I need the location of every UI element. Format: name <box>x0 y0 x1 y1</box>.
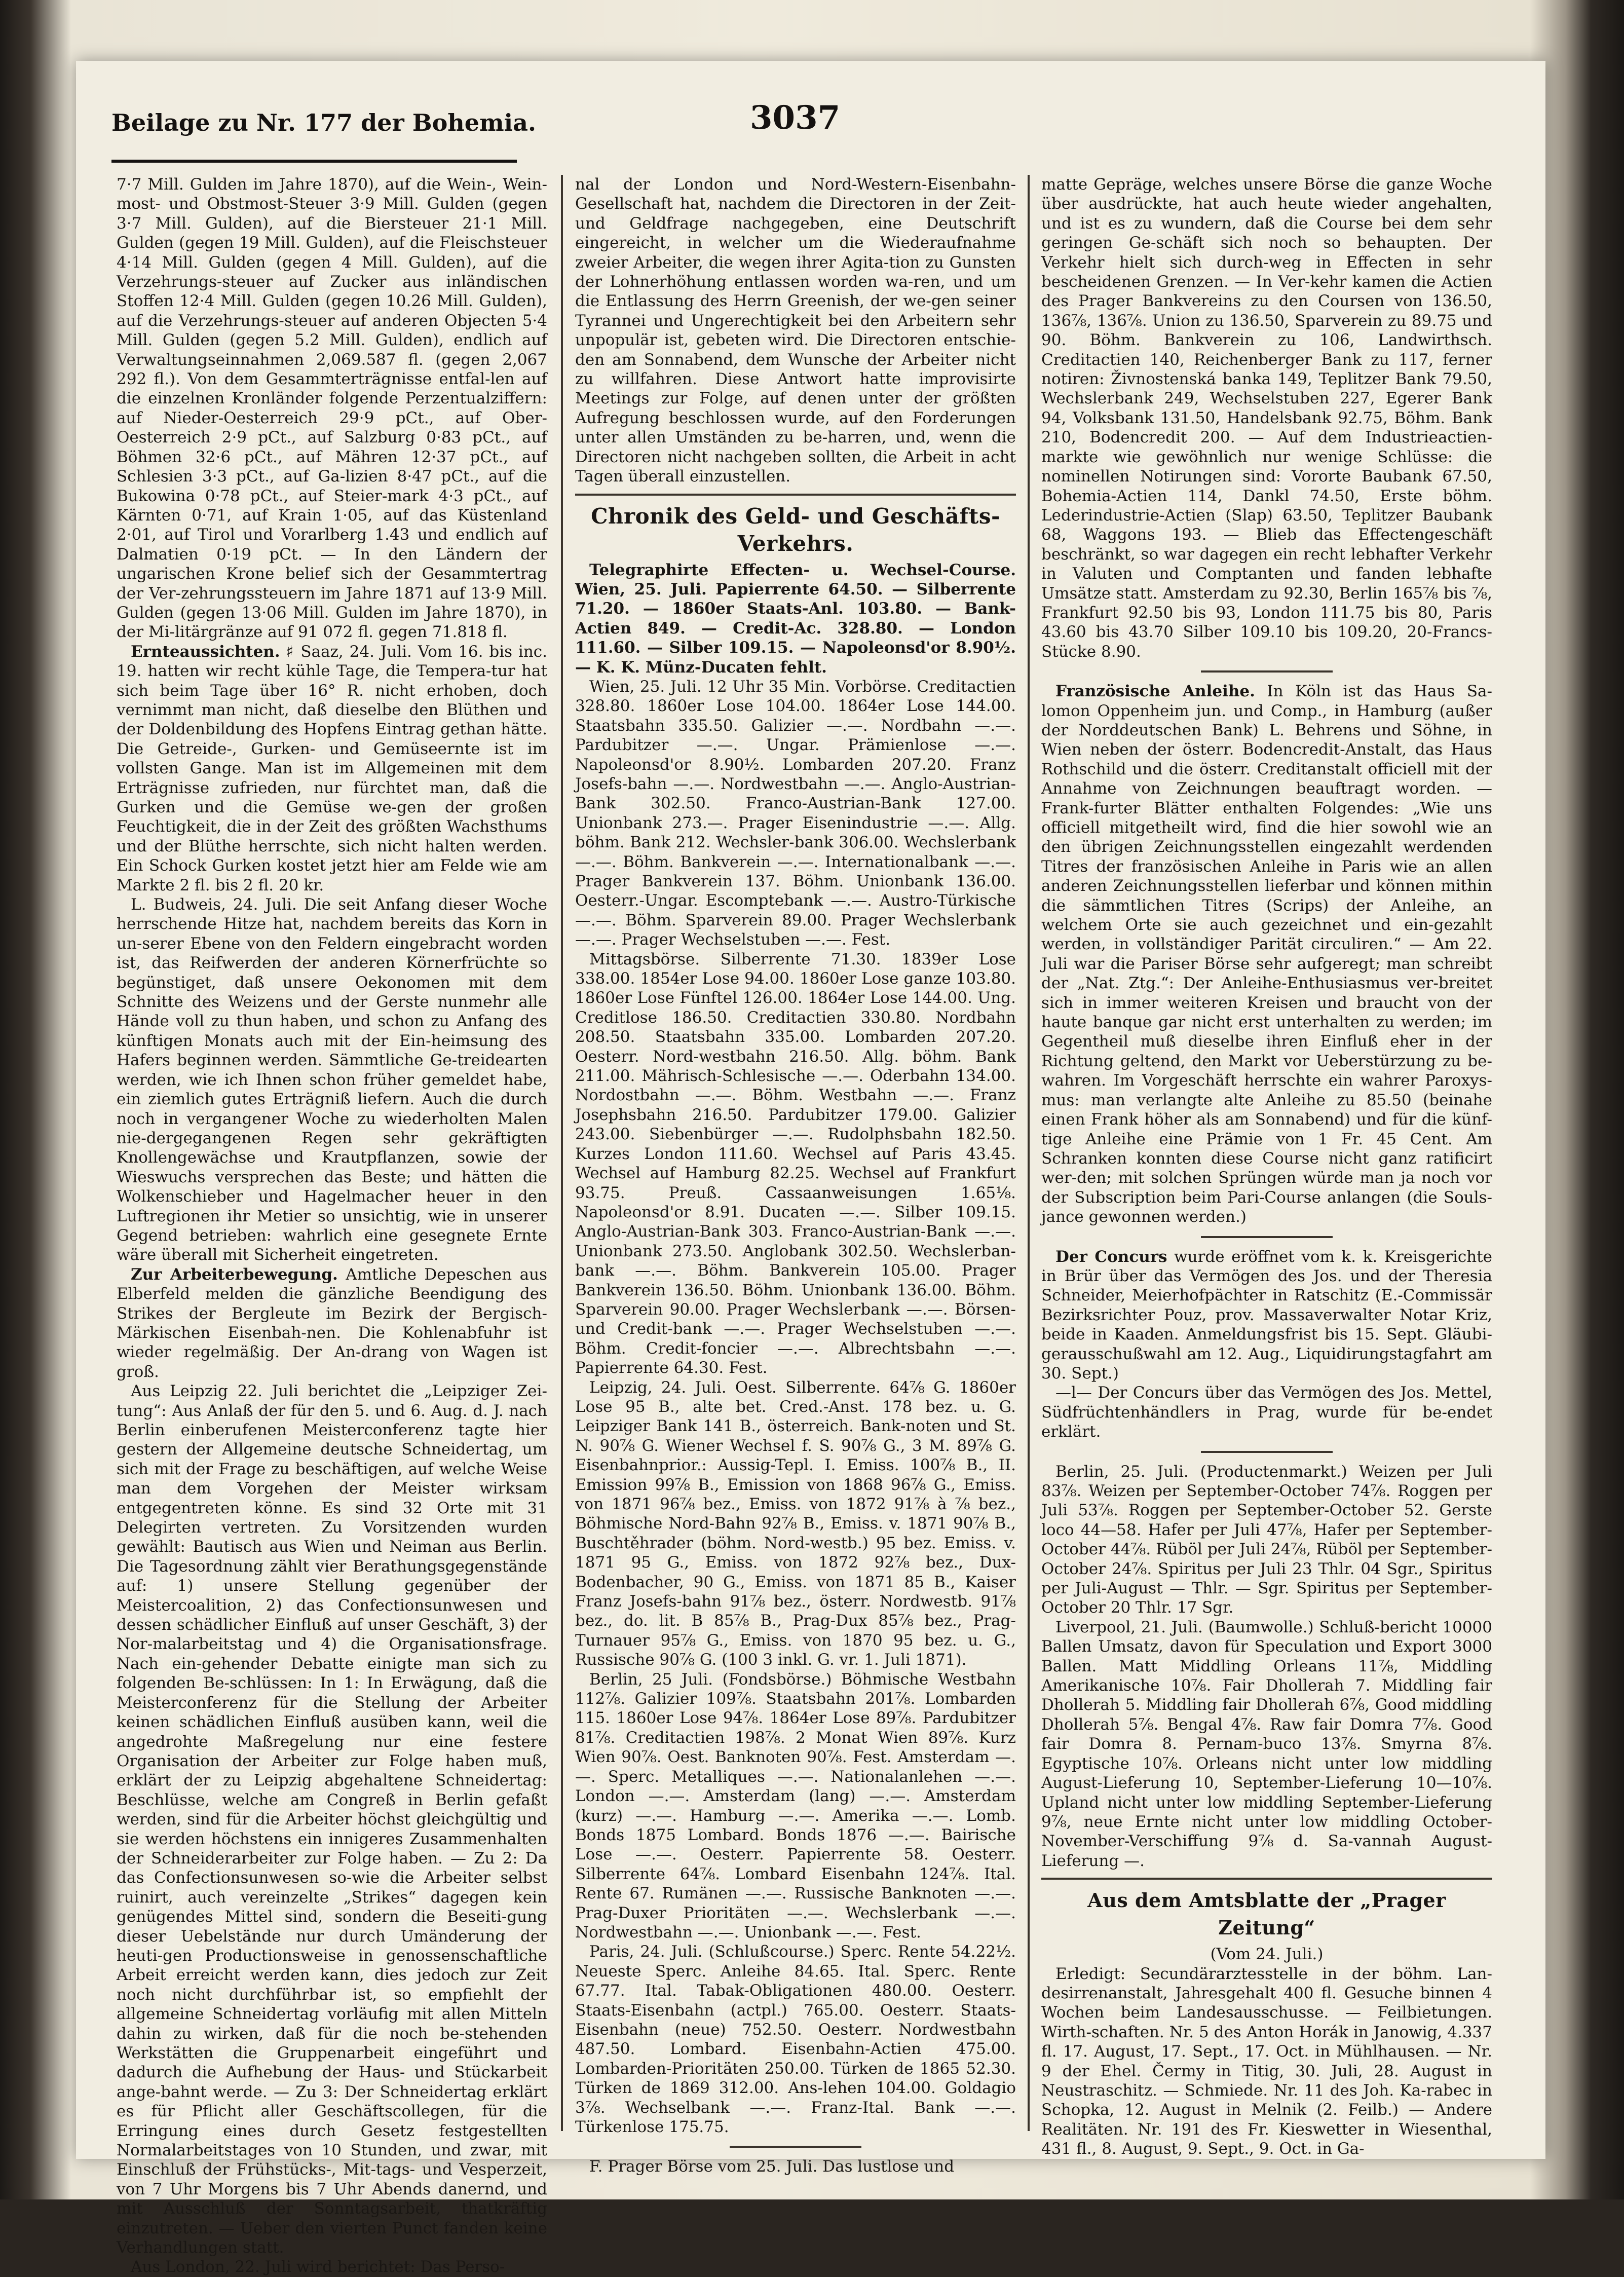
market-report: Paris, 24. Juli. (Schlußcourse.) Sperc. Rente 54.22½. Neueste Sperc. Anleihe 84.65. Ital. Sperc. Rente 67.77. Ital. Tabak-Obligationen 480.00. Oesterr. Staats-Eisenbahn (actpl.) 765.00. Oesterr. Staats-Eisenbahn (neue) 752.50. Oesterr. Nordwestbahn 487.50. Lombard. Eisenbahn-Actien 475.00. Lombarden-Prioritäten 250.00. Türken de 1865 52.30. Türken de 1869 312.00. Ans-lehen 104.00. Goldagio 3⅞. Wechselbank —.—. Franz-Ital. Bank —.—. Türkenlose 175.75. <box>575 1943 1016 2136</box>
section-lead: Französische Anleihe. <box>1055 682 1255 701</box>
article-text: wurde eröffnet vom k. k. Kreisgerichte in Brür über das Vermögen des Jos. und der Theresia Schneider, Meierhofpächter in Ratschitz (E.-Commissär Bezirksrichter Pouz, prov. Massaverwalter Notar Kriz, beide in Kaaden. Anmeldungsfrist bis 15. Sept. Gläubi-gerausschußwahl am 12. Aug., Liquidirungstagfahrt am 30. Sept.) <box>1041 1247 1492 1383</box>
article-text: ♯ Saaz, 24. Juli. Vom 16. bis inc. 19. hatten wir recht kühle Tage, die Tempera-tur hat sich beim Tage über 16° R. nicht erhoben, doch vernimmt man nicht, daß dieselbe den Blüthen und der Doldenbildung des Hopfens Eintrag gethan hätte. Die Getreide-, Gurken- und Gemüseernte ist im vollsten Gange. Man ist im Allgemeinen mit dem Erträgnisse zufrieden, nur fürchtet man, daß die Gurken und die Gemüse we-gen der großen Feuchtigkeit, die in der Zeit des größten Wachsthums und der Blüthe herrschte, sich nicht halten werden. Ein Schock Gurken kostet jetzt hier am Felde wie am Markte 2 fl. bis 2 fl. 20 kr. <box>117 642 548 894</box>
article-text: Amtliche Depeschen aus Elberfeld melden die gänzliche Beendigung des Strikes der Bergleute im Bezirk der Bergisch-Märkischen Eisenbah-nen. Die Kohlenabfuhr ist wieder regelmäßig. Der An-drang von Wagen ist groß. <box>117 1265 547 1381</box>
market-report: Wien, 25. Juli. 12 Uhr 35 Min. Vorbörse. Creditactien 328.80. 1860er Lose 104.00. 1864er Lose 144.00. Staatsbahn 335.50. Galizier —.—. Nordbahn —.—. Pardubitzer —.—. Ungar. Prämienlose —.—. Napoleonsd'or 8.90½. Lombarden 207.20. Franz Josefs-bahn —.—. Nordwestbahn —.—. Anglo-Austrian-Bank 302.50. Franco-Austrian-Bank 127.00. Unionbank 273.—. Prager Eisenindustrie —.—. Allg. böhm. Bank 212. Wechsler-bank 306.00. Wechslerbank —.—. Böhm. Bankverein —.—. Internationalbank —.—. Prager Bankverein 137. Böhm. Unionbank 136.00. Oesterr.-Ungar. Escomptebank —.—. Austro-Türkische —.—. Böhm. Sparverein 89.00. Prager Wechslerbank —.—. Prager Wechselstuben —.—. Fest. <box>575 677 1016 949</box>
column-2 <box>575 175 1016 2176</box>
section-lead: Zur Arbeiterbewegung. <box>131 1265 338 1284</box>
market-report: Berlin, 25 Juli. (Fondsbörse.) Böhmische Westbahn 112⅞. Galizier 109⅞. Staatsbahn 201⅞. Lombarden 115. 1860er Lose 94⅞. 1864er Lose 89⅞. Pardubitzer 81⅞. Creditactien 198⅞. 2 Monat Wien 89⅞. Kurz Wien 90⅞. Oest. Banknoten 90⅞. Fest. Amsterdam —.—. Sperc. Metalliques —.—. Nationalanlehen —.—. London —.—. Amsterdam (lang) —.—. Amsterdam (kurz) —.—. Hamburg —.—. Amerika —.—. Lomb. Bonds 1875 Lombard. Bonds 1876 —.—. Bairische Lose —.—. Oesterr. Papierrente 58. Oesterr. Silberrente 64⅞. Lombard Eisenbahn 124⅞. Ital. Rente 67. Rumänen —.—. Russische Banknoten —.—. Prag-Duxer Prioritäten —.—. Wechslerbank —.—. Nordwestbahn —.—. Unionbank —.—. Fest. <box>575 1670 1016 1942</box>
section-divider <box>1041 1878 1492 1880</box>
section-divider <box>1201 670 1333 673</box>
article-text: 7·7 Mill. Gulden im Jahre 1870), auf die Wein-, Wein-most- und Obstmost-Steuer 3·9 Mill. Gulden (gegen 3·7 Mill. Gulden), auf die Biersteuer 21·1 Mill. Gulden (gegen 19 Mill. Gulden), auf die Fleischsteuer 4·14 Mill. Gulden (gegen 4 Mill. Gulden), auf die Verzehrungs-steuer auf Zucker aus inländischen Stoffen 12·4 Mill. Gulden (gegen 10.26 Mill. Gulden), auf die Verzehrungs-steuer auf anderen Objecten 5·4 Mill. Gulden (gegen 5.2 Mill. Gulden), endlich auf Verwaltungseinnahmen 2,069.587 fl. (gegen 2,067 292 fl.). Von dem Gesammterträgnisse entfal-len auf die einzelnen Kronländer folgende Perzentualziffern: auf Nieder-Oesterreich 29·9 pCt., auf Ober-Oesterreich 2·9 pCt., auf Salzburg 0·83 pCt., auf Böhmen 32·6 pCt., auf Mähren 12·37 pCt., auf Schlesien 3·3 pCt., auf Ga-lizien 8·47 pCt., auf die Bukowina 0·78 pCt., auf Steier-mark 4·3 pCt., auf Kärnten 0·71, auf Krain 1·05, auf das Küstenland 2·01, auf Tirol und Vorarlberg 1.43 und endlich auf Dalmatien 0·19 pCt. — In den Ländern der ungarischen Krone belief sich der Gesammtertrag der Ver-zehrungssteuern im Jahre 1871 auf 13·9 Mill. Gulden (gegen 13·06 Mill. Gulden im Jahre 1870), in der Mi-litärgränze auf 91 072 fl. gegen 71.818 fl. <box>117 175 547 642</box>
section-subheading: (Vom 24. Juli.) <box>1210 1945 1324 1964</box>
article-paragraph <box>117 642 547 895</box>
section-divider <box>730 2146 861 2148</box>
market-report: Leipzig, 24. Juli. Oest. Silberrente. 64⅞ G. 1860er Lose 95 B., alte bet. Cred.-Anst. 178 bez. u. G. Leipziger Bank 141 B., österreich. Bank-noten und St. N. 90⅞ G. Wiener Wechsel f. S. 90⅞ G., 3 M. 89⅞ G. Eisenbahnprior.: Aussig-Tepl. I. Emiss. 100⅞ B., II. Emission 99⅞ B., Emission von 1868 96⅞ G., Emiss. von 1871 96⅞ bez., Emiss. von 1872 91⅞ à ⅞ bez., Böhmische Nord-Bahn 92⅞ B., Emiss. v. 1871 90⅞ B., Buschtěhrader (böhm. Nord-westb.) 95 bez. Emiss. v. 1871 95 G., Emiss. von 1872 92⅞ bez., Dux-Bodenbacher, 90 G., Emiss. von 1871 85 B., Kaiser Franz Josefs-bahn 91⅞ bez., österr. Nordwestb. 91⅞ bez., do. lit. B 85⅞ B., Prag-Dux 85⅞ bez., Prag-Turnauer 95⅞ G., Emiss. von 1870 95 bez. u. G., Russische 90⅞ G. (100 3 inkl. G. vr. 1. Juli 1871). <box>575 1378 1016 1669</box>
section-lead: Der Concurs <box>1055 1247 1167 1266</box>
article-paragraph <box>117 1265 547 1382</box>
market-report: Berlin, 25. Juli. (Productenmarkt.) Weizen per Juli 83⅞. Weizen per September-October 74⅞. Roggen per Juli 53⅞. Roggen per September-October 52. Gerste loco 44—58. Hafer per Juli 47⅞, Hafer per September-October 44⅞. Rüböl per Juli 24⅞, Rüböl per September-October 24⅞. Spiritus per Juli 23 Thlr. 04 Sgr., Spiritus per Juli-August — Thlr. — Sgr. Spiritus per September-October 20 Thlr. 17 Sgr. <box>1041 1462 1492 1617</box>
header-rule <box>111 160 517 163</box>
article-text: Aus Leipzig 22. Juli berichtet die „Leipziger Zei-tung“: Aus Anlaß der für den 5. und 6. Aug. d. J. nach Berlin einberufenen Meisterconferenz tagte hier gestern der Allgemeine deutsche Schneidertag, um sich mit der Frage zu beschäftigen, auf welche Weise man dem Vorgehen der Meister wirksam entgegentreten könne. Es sind 32 Orte mit 31 Delegirten vertreten. Zu Vorsitzenden wurden gewählt: Bautisch aus Wien und Neiman aus Berlin. Die Tagesordnung zählt vier Berathungsgegenstände auf: 1) unsere Stellung gegenüber der Meistercoalition, 2) das Confectionsunwesen und dessen schädlicher Einfluß auf unser Geschäft, 3) der Nor-malarbeitstag und 4) die Organisationsfrage. Nach ein-gehender Debatte einigte man sich zu folgenden Be-schlüssen: In 1: In Erwägung, daß die Meisterconferenz für die Stellung der Arbeiter keinen schädlichen Einfluß ausüben kann, weil die angedrohte Maßregelung nur eine festere Organisation der Arbeiter zur Folge haben muß, erklärt der zu Leipzig abgehaltene Schneidertag: Beschlüsse, welche am Congreß in Berlin gefaßt werden, sind für die Arbeiter höchst gleichgültig und sie werden höchstens ein innigeres Zusammenhalten der Schneiderarbeiter zur Folge haben. — Zu 2: Da das Confectionsunwesen so-wie die Arbeiter selbst ruinirt, auch vereinzelte „Strikes“ dagegen kein genügendes Mittel sind, sondern die Beseiti-gung dieser Uebelstände nur durch Umänderung der heuti-gen Productionsweise in genossenschaftliche Arbeit erreicht werden kann, dies jedoch zur Zeit noch nicht durchführbar ist, so empfiehlt der allgemeine Schneidertag vorläufig mit allen Mitteln dahin zu wirken, daß für die noch be-stehenden Werkstätten die Gruppenarbeit eingeführt und dadurch die Aufhebung der Haus- und Stückarbeit ange-bahnt werde. — Zu 3: Der Schneidertag erklärt es für Pflicht aller Geschäftscollegen, für die Erringung eines durch Gesetz festgestellten Normalarbeitstages von 10 Stunden, und zwar, mit Einschluß der Frühstücks-, Mit-tags- und Vesperzeit, von 7 Uhr Morgens bis 7 Uhr Abends danernd, und mit Ausschluß der Sonntagsarbeit, thatkräftig einzutreten. — Ueber den vierten Punct fanden keine Verhandlungen statt. <box>117 1382 547 2257</box>
column-rule-2 <box>1028 175 1030 2131</box>
page-number: 3037 <box>750 99 841 137</box>
market-report: F. Prager Börse vom 25. Juli. Das lustlose und <box>589 2157 955 2176</box>
column-3 <box>1041 175 1493 2158</box>
supplement-title: Beilage zu Nr. 177 der Bohemia. <box>111 109 536 136</box>
section-heading: Chronik des Geld- und Geschäfts-Verkehrs. <box>591 503 1000 556</box>
telegraph-quotes: Telegraphirte Effecten- u. Wechsel-Course. Wien, 25. Juli. Papierrente 64.50. — Silberrente 71.20. — 1860er Staats-Anl. 103.80. — Bank-Actien 849. — Credit-Ac. 328.80. — London 111.60. — Silber 109.15. — Napoleonsd'or 8.90½. — K. K. Münz-Ducaten fehlt. <box>575 561 1016 677</box>
market-report: Liverpool, 21. Juli. (Baumwolle.) Schluß-bericht 10000 Ballen Umsatz, davon für Speculation und Export 3000 Ballen. Matt Middling Orleans 11⅞, Middling Amerikanische 10⅞. Fair Dhollerah 7. Middling fair Dhollerah 5. Middling fair Dhollerah 6⅞, Good middling Dhollerah 5⅞. Bengal 4⅞. Raw fair Domra 7⅞. Good fair Domra 8. Pernam-buco 13⅞. Smyrna 8⅞. Egyptische 10⅞. Orleans nicht unter low middling August-Lieferung 10, September-Lieferung 10—10⅞. Upland nicht unter low middling September-Lieferung 9⅞, neue Ernte nicht unter low middling October-November-Verschiffung 9⅞ d. Sa-vannah August-Lieferung —. <box>1041 1618 1492 1870</box>
market-report: matte Gepräge, welches unsere Börse die ganze Woche über ausdrückte, hat auch heute wieder angehalten, und ist es zu wundern, daß die Course bei dem sehr geringen Ge-schäft sich noch so behaupten. Der Verkehr hielt sich durch-weg in Effecten in sehr bescheidenen Grenzen. — In Ver-kehr kamen die Actien des Prager Bankvereins zu den Coursen von 136.50, 136⅞, 136⅞. Union zu 136.50, Sparverein zu 89.75 und 90. Böhm. Bankverein zu 106, Landwirthsch. Creditactien 140, Reichenberger Bank zu 117, ferner notiren: Živnostenská banka 149, Teplitzer Bank 79.50, Wechslerbank 249, Wechselstuben 227, Egerer Bank 94, Volksbank 131.50, Handelsbank 92.75, Böhm. Bank 210, Bodencredit 200. — Auf dem Industrieactien-markte wie gewöhnlich nur wenige Schlüsse: die nominellen Notirungen sind: Vororte Baubank 67.50, Bohemia-Actien 114, Dankl 74.50, Erste böhm. Lederindustrie-Actien (Slap) 63.50, Teplitzer Baubank 68, Waggons 193. — Blieb das Effectengeschäft beschränkt, so war dagegen ein recht lebhafter Verkehr in Valuten und Comptanten und fanden lebhafte Umsätze statt. Amsterdam zu 92.30, Berlin 165⅞ bis ⅞, Frankfurt 92.50 bis 93, London 111.75 bis 80, Paris 43.60 bis 43.70 Silber 109.10 bis 109.20, 20-Francs-Stücke 8.90. <box>1041 175 1492 661</box>
newspaper-page <box>76 61 1545 2276</box>
section-divider <box>1201 1451 1333 1453</box>
section-divider <box>575 494 1016 496</box>
article-text: Aus London, 22. Juli wird berichtet: Das Perso- <box>131 2258 505 2276</box>
article-text: nal der London und Nord-Western-Eisenbahn-Gesellschaft hat, nachdem die Directoren in der Zeit- und Geldfrage nachgegeben, eine Deutschrift eingereicht, in welcher um die Wiederaufnahme zweier Arbeiter, die wegen ihrer Agita-tion zu Gunsten der Lohnerhöhung entlassen worden wa-ren, und um die Entlassung des Herrn Greenish, der we-gen seiner Tyrannei und Ungerechtigkeit bei den Arbeitern sehr unpopulär ist, gebeten wird. Die Directoren entschie-den am Sonnabend, dem Wunsche der Arbeiter nicht zu willfahren. Diese Antwort hatte improvisirte Meetings zur Folge, auf denen unter der größten Aufregung beschlossen wurde, auf den Forderungen unter allen Umständen zu be-harren, und, wenn die Directoren nicht nachgeben sollten, die Arbeit in acht Tagen überall einzustellen. <box>575 175 1016 486</box>
section-divider <box>1201 1236 1333 1238</box>
page-header <box>111 99 1510 175</box>
market-report: Mittagsbörse. Silberrente 71.30. 1839er Lose 338.00. 1854er Lose 94.00. 1860er Lose ganze 103.80. 1860er Lose Fünftel 126.00. 1864er Lose 144.00. Ung. Creditlose 186.50. Creditactien 330.80. Nordbahn 208.50. Staatsbahn 335.00. Lombarden 207.20. Oesterr. Nord-westbahn 216.50. Allg. böhm. Bank 211.00. Mährisch-Schlesische —.—. Oderbahn 134.00. Nordostbahn —.—. Böhm. Westbahn —.—. Franz Josephsbahn 216.50. Pardubitzer 179.00. Galizier 243.00. Siebenbürger —.—. Rudolphsbahn 182.50. Kurzes London 111.60. Wechsel auf Paris 43.45. Wechsel auf Hamburg 82.25. Wechsel auf Frankfurt 93.75. Preuß. Cassaanweisungen 1.65⅛. Napoleonsd'or 8.91. Ducaten —.—. Silber 109.15. Anglo-Austrian-Bank 303. Franco-Austrian-Bank —.—. Unionbank 273.50. Anglobank 302.50. Wechslerban-bank —.—. Böhm. Bankverein 105.00. Prager Bankverein 136.50. Böhm. Unionbank 136.00. Böhm. Sparverein 90.00. Prager Wechslerbank —.—. Börsen- und Credit-bank —.—. Prager Wechselstuben —.—. Böhm. Credit-foncier —.—. Albrechtsbahn —.—. Papierrente 64.30. Fest. <box>575 950 1016 1377</box>
article-text: Erledigt: Secundärarztesstelle in der böhm. Lan-desirrenanstalt, Jahresgehalt 400 fl. Gesuche binnen 4 Wochen beim Landesausschusse. — Feilbietungen. Wirth-schaften. Nr. 5 des Anton Horák in Janowig, 4.337 fl. 17. August, 17. Sept., 17. Oct. in Mühlhausen. — Nr. 9 der Ehel. Čermy in Titig, 30. Juli, 28. August in Neustraschitz. — Schmiede. Nr. 11 des Joh. Ka-rabec in Schopka, 12. August in Melnik (2. Feilb.) — Andere Realitäten. Nr. 191 des Fr. Kieswetter in Wiesenthal, 431 fl., 8. August, 9. Sept., 9. Oct. in Ga- <box>1041 1964 1492 2158</box>
article-text: L. Budweis, 24. Juli. Die seit Anfang dieser Woche herrschende Hitze hat, nachdem bereits das Korn in un-serer Ebene von den Feldern eingebracht worden ist, das Reifwerden der anderen Körnerfrüchte so begünstiget, daß unsere Oekonomen mit dem Schnitte des Weizens und der Gerste nunmehr alle Hände voll zu thun haben, und schon zu Anfang des künftigen Monats auch mit der Ein-heimsung des Hafers beginnen werden. Sämmtliche Ge-treidearten werden, wie ich Ihnen schon früher gemeldet habe, ein ziemlich gutes Erträgniß liefern. Auch die durch noch in vergangener Woche zu wiederholten Malen nie-dergegangenen Regen sehr gekräftigten Knollengewächse und Krautpflanzen, sowie der Wieswuchs versprechen das Beste; und hätten die Wolkenschieber und Hagelmacher heuer in den Luftregionen ihr Metier so unsichtig, wie in unserer Gegend betrieben: wahrlich eine gesegnete Ernte wäre überall mit Sicherheit eingetreten. <box>117 895 547 1264</box>
article-text: In Köln ist das Haus Sa-lomon Oppenheim jun. und Comp., in Hamburg (außer der Norddeutschen Bank) L. Behrens und Söhne, in Wien neben der österr. Bodencredit-Anstalt, das Haus Rothschild und die österr. Creditanstalt officiell mit der Annahme von Zeichnungen beauftragt worden. — Frank-furter Blätter enthalten Folgendes: „Wie uns officiell mitgetheilt wird, find die hier sowohl wie an den übrigen Zeichnungsstellen eingezahlt werdenden Titres der französischen Anleihe in Paris wie an allen anderen Zeichnungsstellen lieferbar und können mithin die sämmtlichen Titres (Scrips) der Anleihe, an welchem Orte sie auch gezeichnet und ein-gezahlt werden, in vollständiger Parität circuliren.“ — Am 22. Juli war die Pariser Börse sehr aufgeregt; man schreibt der „Nat. Ztg.“: Der Anleihe-Enthusiasmus ver-breitet sich in immer weiteren Kreisen und braucht von der haute banque gar nicht erst unterhalten zu werden; im Gegentheil muß dieselbe ihren Einfluß eher in der Richtung geltend, den Markt vor Ueberstürzung zu be-wahren. Im Vorgeschäft herrschte ein wahrer Paroxys-mus: man verlangte alte Anleihe zu 85.50 (beinahe einen Frank höher als am Sonnabend) und für die künf-tige Anleihe eine Prämie von 1 Fr. 45 Cent. Am Schranken konnten diese Course nicht ganz ratificirt wer-den; mit solchen Sprüngen würde man ja noch vor der Subscription beim Pari-Course anlangen (die Souls-jance gewonnen werden.) <box>1041 682 1493 1226</box>
article-paragraph <box>1041 682 1492 1226</box>
article-text: —l— Der Concurs über das Vermögen des Jos. Mettel, Südfrüchtenhändlers in Prag, wurde für be-endet erklärt. <box>1041 1384 1492 1441</box>
column-rule-1 <box>561 175 563 2131</box>
column-1 <box>117 175 548 2276</box>
section-lead: Ernteaussichten. <box>131 642 280 661</box>
section-heading: Aus dem Amtsblatte der „Prager Zeitung“ <box>1087 1889 1446 1939</box>
article-paragraph <box>1041 1247 1492 1384</box>
